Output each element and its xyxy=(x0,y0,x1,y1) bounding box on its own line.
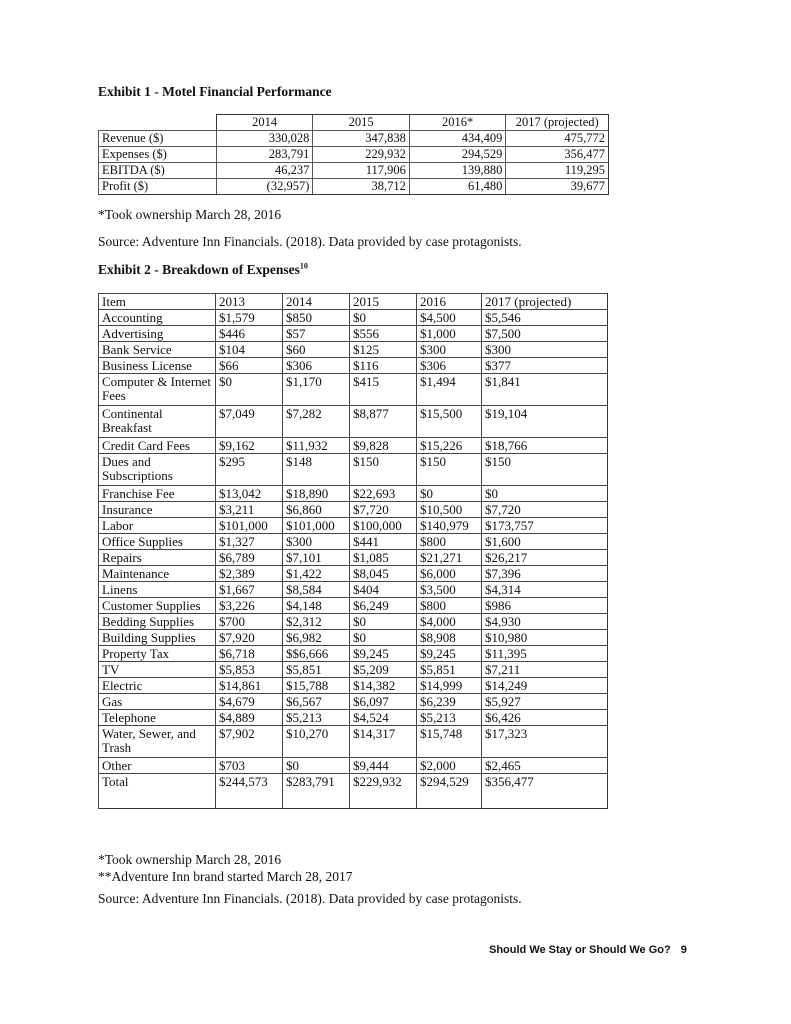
table-cell: $1,841 xyxy=(482,374,608,406)
table-cell: $7,720 xyxy=(350,502,417,518)
table-cell: $2,312 xyxy=(283,614,350,630)
table-cell: $18,890 xyxy=(283,486,350,502)
table-cell: $300 xyxy=(482,342,608,358)
table-cell: $0 xyxy=(350,614,417,630)
expense-item-label: Customer Supplies xyxy=(99,598,216,614)
table-cell: $1,579 xyxy=(216,310,283,326)
table-cell: $19,104 xyxy=(482,406,608,438)
table-cell: $101,000 xyxy=(283,518,350,534)
header-cell: 2016* xyxy=(409,115,506,131)
table-cell: $15,748 xyxy=(417,726,482,758)
table-row xyxy=(99,406,608,438)
expense-item-label: Business License xyxy=(99,358,216,374)
table-cell: $7,396 xyxy=(482,566,608,582)
table-cell: 283,791 xyxy=(216,147,313,163)
exhibit1-title: Exhibit 1 - Motel Financial Performance xyxy=(98,84,332,99)
exhibit2-source: Source: Adventure Inn Financials. (2018). Data provided by case protagonists. xyxy=(98,891,522,906)
table-row xyxy=(99,726,608,758)
table-header-row xyxy=(99,294,608,310)
table-cell: $4,930 xyxy=(482,614,608,630)
header-cell: 2013 xyxy=(216,294,283,310)
table-row xyxy=(99,598,608,614)
table-cell: $18,766 xyxy=(482,438,608,454)
row-label: Revenue ($) xyxy=(99,131,217,147)
table-cell: $5,853 xyxy=(216,662,283,678)
table-cell: $140,979 xyxy=(417,518,482,534)
table-cell: $3,226 xyxy=(216,598,283,614)
table-cell: $0 xyxy=(482,486,608,502)
table-cell: (32,957) xyxy=(216,179,313,195)
page-number: 9 xyxy=(680,944,687,956)
table-cell: $100,000 xyxy=(350,518,417,534)
table-cell: $7,902 xyxy=(216,726,283,758)
table-cell: $8,045 xyxy=(350,566,417,582)
table-row xyxy=(99,758,608,774)
expense-item-label: Electric xyxy=(99,678,216,694)
table-cell: $6,567 xyxy=(283,694,350,710)
table-cell: $4,889 xyxy=(216,710,283,726)
table-cell: $294,529 xyxy=(417,774,482,809)
expense-item-label: Credit Card Fees xyxy=(99,438,216,454)
table-row xyxy=(99,131,609,147)
table-cell: $7,920 xyxy=(216,630,283,646)
expense-item-label: Property Tax xyxy=(99,646,216,662)
table-cell: $116 xyxy=(350,358,417,374)
table-cell: $5,213 xyxy=(283,710,350,726)
header-cell: 2017 (projected) xyxy=(506,115,609,131)
table-cell: $6,000 xyxy=(417,566,482,582)
page-footer xyxy=(489,944,687,956)
table-cell: $9,444 xyxy=(350,758,417,774)
table-cell: $441 xyxy=(350,534,417,550)
table-cell: $150 xyxy=(482,454,608,486)
table-cell: $4,679 xyxy=(216,694,283,710)
expense-item-label: Maintenance xyxy=(99,566,216,582)
table-row xyxy=(99,710,608,726)
table-cell: $148 xyxy=(283,454,350,486)
expense-item-label: Dues and Subscriptions xyxy=(99,454,216,486)
table-row xyxy=(99,147,609,163)
table-cell: $2,389 xyxy=(216,566,283,582)
header-cell: 2017 (projected) xyxy=(482,294,608,310)
expense-item-label: Linens xyxy=(99,582,216,598)
table-cell: $15,226 xyxy=(417,438,482,454)
table-cell: 38,712 xyxy=(313,179,410,195)
table-cell: $283,791 xyxy=(283,774,350,809)
table-cell: 434,409 xyxy=(409,131,506,147)
table-cell: $57 xyxy=(283,326,350,342)
table-cell: $6,249 xyxy=(350,598,417,614)
table-row xyxy=(99,454,608,486)
table-row xyxy=(99,694,608,710)
table-cell: 475,772 xyxy=(506,131,609,147)
exhibit2-title xyxy=(98,262,308,278)
table-cell: $6,239 xyxy=(417,694,482,710)
table-cell: $9,162 xyxy=(216,438,283,454)
table-cell: $7,720 xyxy=(482,502,608,518)
table-cell: $300 xyxy=(283,534,350,550)
table-cell: $6,789 xyxy=(216,550,283,566)
table-cell: $6,718 xyxy=(216,646,283,662)
table-cell: $6,860 xyxy=(283,502,350,518)
table-cell: $1,085 xyxy=(350,550,417,566)
table-cell: $1,422 xyxy=(283,566,350,582)
table-cell: $0 xyxy=(283,758,350,774)
table-cell: $4,148 xyxy=(283,598,350,614)
expense-item-label: Advertising xyxy=(99,326,216,342)
table-cell: $377 xyxy=(482,358,608,374)
table-cell: $150 xyxy=(350,454,417,486)
row-label: Expenses ($) xyxy=(99,147,217,163)
header-corner xyxy=(99,115,217,131)
expense-item-label: Franchise Fee xyxy=(99,486,216,502)
table-cell: $2,465 xyxy=(482,758,608,774)
table-cell: 356,477 xyxy=(506,147,609,163)
table-cell: $5,851 xyxy=(417,662,482,678)
table-cell: $$6,666 xyxy=(283,646,350,662)
table-cell: 119,295 xyxy=(506,163,609,179)
expense-item-label: Insurance xyxy=(99,502,216,518)
table-cell: $229,932 xyxy=(350,774,417,809)
header-cell: 2015 xyxy=(350,294,417,310)
table-row xyxy=(99,566,608,582)
table-cell: $6,982 xyxy=(283,630,350,646)
table-cell: $104 xyxy=(216,342,283,358)
expense-item-label: Accounting xyxy=(99,310,216,326)
expense-item-label: Repairs xyxy=(99,550,216,566)
table-cell: $300 xyxy=(417,342,482,358)
table-row xyxy=(99,486,608,502)
expense-item-label: Computer & Internet Fees xyxy=(99,374,216,406)
table-row xyxy=(99,774,608,809)
table-cell: $60 xyxy=(283,342,350,358)
exhibit2-title-text: Exhibit 2 - Breakdown of Expenses xyxy=(98,262,300,277)
header-cell: 2015 xyxy=(313,115,410,131)
table-cell: $66 xyxy=(216,358,283,374)
table-row xyxy=(99,438,608,454)
table-cell: 330,028 xyxy=(216,131,313,147)
table-row xyxy=(99,310,608,326)
table-cell: $800 xyxy=(417,598,482,614)
table-cell: 39,677 xyxy=(506,179,609,195)
table-cell: $2,000 xyxy=(417,758,482,774)
table-row xyxy=(99,358,608,374)
table-cell: $150 xyxy=(417,454,482,486)
table-cell: $0 xyxy=(216,374,283,406)
expense-item-label: Gas xyxy=(99,694,216,710)
table-cell: $21,271 xyxy=(417,550,482,566)
table-cell: $11,932 xyxy=(283,438,350,454)
table-cell: 229,932 xyxy=(313,147,410,163)
table-row xyxy=(99,662,608,678)
row-label: Profit ($) xyxy=(99,179,217,195)
table-cell: $6,097 xyxy=(350,694,417,710)
exhibit1-footnote: *Took ownership March 28, 2016 xyxy=(98,207,282,222)
table-cell: $5,209 xyxy=(350,662,417,678)
table-row xyxy=(99,374,608,406)
table-cell: $986 xyxy=(482,598,608,614)
table-row xyxy=(99,326,608,342)
header-cell: 2014 xyxy=(216,115,313,131)
table-cell: $101,000 xyxy=(216,518,283,534)
table-row xyxy=(99,550,608,566)
table-cell: $14,317 xyxy=(350,726,417,758)
table-cell: $11,395 xyxy=(482,646,608,662)
table-cell: $0 xyxy=(417,486,482,502)
expense-item-label: Total xyxy=(99,774,216,809)
exhibit1-table xyxy=(98,114,609,195)
exhibit2-footnote-1: *Took ownership March 28, 2016 xyxy=(98,852,282,867)
table-cell: $3,211 xyxy=(216,502,283,518)
table-cell: $1,667 xyxy=(216,582,283,598)
table-cell: $4,314 xyxy=(482,582,608,598)
table-row xyxy=(99,163,609,179)
table-cell: $244,573 xyxy=(216,774,283,809)
table-cell: $8,908 xyxy=(417,630,482,646)
table-cell: $9,828 xyxy=(350,438,417,454)
header-cell: 2014 xyxy=(283,294,350,310)
table-cell: $3,500 xyxy=(417,582,482,598)
table-header-row xyxy=(99,115,609,131)
table-cell: $446 xyxy=(216,326,283,342)
table-cell: 46,237 xyxy=(216,163,313,179)
table-cell: $26,217 xyxy=(482,550,608,566)
header-cell: 2016 xyxy=(417,294,482,310)
table-cell: $306 xyxy=(283,358,350,374)
table-cell: $0 xyxy=(350,310,417,326)
header-cell: Item xyxy=(99,294,216,310)
exhibit2-table xyxy=(98,293,608,809)
table-cell: $173,757 xyxy=(482,518,608,534)
exhibit2-table-body xyxy=(99,294,608,809)
table-cell: $404 xyxy=(350,582,417,598)
table-cell: $5,851 xyxy=(283,662,350,678)
table-cell: $5,213 xyxy=(417,710,482,726)
table-cell: $17,323 xyxy=(482,726,608,758)
table-cell: $10,270 xyxy=(283,726,350,758)
expense-item-label: Telephone xyxy=(99,710,216,726)
table-cell: $6,426 xyxy=(482,710,608,726)
table-row xyxy=(99,534,608,550)
table-cell: $9,245 xyxy=(350,646,417,662)
expense-item-label: Water, Sewer, and Trash xyxy=(99,726,216,758)
table-cell: $0 xyxy=(350,630,417,646)
table-cell: 139,880 xyxy=(409,163,506,179)
expense-item-label: Building Supplies xyxy=(99,630,216,646)
table-row xyxy=(99,646,608,662)
expense-item-label: Bedding Supplies xyxy=(99,614,216,630)
table-cell: $13,042 xyxy=(216,486,283,502)
table-cell: $4,500 xyxy=(417,310,482,326)
expense-item-label: Labor xyxy=(99,518,216,534)
table-row xyxy=(99,518,608,534)
table-cell: $1,000 xyxy=(417,326,482,342)
table-row xyxy=(99,502,608,518)
table-cell: $7,211 xyxy=(482,662,608,678)
row-label: EBITDA ($) xyxy=(99,163,217,179)
table-cell: $14,249 xyxy=(482,678,608,694)
expense-item-label: Other xyxy=(99,758,216,774)
table-cell: $15,788 xyxy=(283,678,350,694)
table-row xyxy=(99,342,608,358)
table-cell: $14,861 xyxy=(216,678,283,694)
table-cell: $10,500 xyxy=(417,502,482,518)
table-cell: $7,500 xyxy=(482,326,608,342)
expense-item-label: Bank Service xyxy=(99,342,216,358)
table-cell: $10,980 xyxy=(482,630,608,646)
table-cell: $5,927 xyxy=(482,694,608,710)
exhibit2-title-footnote-ref: 10 xyxy=(299,261,308,271)
table-cell: $1,494 xyxy=(417,374,482,406)
table-cell: $7,101 xyxy=(283,550,350,566)
expense-item-label: Continental Breakfast xyxy=(99,406,216,438)
table-row xyxy=(99,179,609,195)
table-cell: $14,382 xyxy=(350,678,417,694)
exhibit2-footnote-2: **Adventure Inn brand started March 28, 2017 xyxy=(98,869,353,884)
table-row xyxy=(99,582,608,598)
table-row xyxy=(99,630,608,646)
table-cell: $8,877 xyxy=(350,406,417,438)
table-cell: $4,000 xyxy=(417,614,482,630)
table-cell: $15,500 xyxy=(417,406,482,438)
table-cell: $1,327 xyxy=(216,534,283,550)
table-cell: $1,600 xyxy=(482,534,608,550)
table-cell: $22,693 xyxy=(350,486,417,502)
table-cell: $800 xyxy=(417,534,482,550)
table-cell: 294,529 xyxy=(409,147,506,163)
table-cell: $1,170 xyxy=(283,374,350,406)
table-row xyxy=(99,614,608,630)
table-cell: 347,838 xyxy=(313,131,410,147)
exhibit1-source: Source: Adventure Inn Financials. (2018). Data provided by case protagonists. xyxy=(98,234,522,249)
table-cell: $850 xyxy=(283,310,350,326)
table-cell: $295 xyxy=(216,454,283,486)
table-cell: $14,999 xyxy=(417,678,482,694)
expense-item-label: Office Supplies xyxy=(99,534,216,550)
table-cell: $4,524 xyxy=(350,710,417,726)
table-cell: $7,282 xyxy=(283,406,350,438)
footer-title: Should We Stay or Should We Go? xyxy=(489,944,671,956)
table-row xyxy=(99,678,608,694)
table-cell: $9,245 xyxy=(417,646,482,662)
table-cell: $306 xyxy=(417,358,482,374)
table-cell: $8,584 xyxy=(283,582,350,598)
table-cell: $356,477 xyxy=(482,774,608,809)
expense-item-label: TV xyxy=(99,662,216,678)
table-cell: $700 xyxy=(216,614,283,630)
table-cell: 61,480 xyxy=(409,179,506,195)
table-cell: $5,546 xyxy=(482,310,608,326)
table-cell: $703 xyxy=(216,758,283,774)
table-cell: $415 xyxy=(350,374,417,406)
table-cell: $125 xyxy=(350,342,417,358)
table-cell: $7,049 xyxy=(216,406,283,438)
table-cell: 117,906 xyxy=(313,163,410,179)
table-cell: $556 xyxy=(350,326,417,342)
